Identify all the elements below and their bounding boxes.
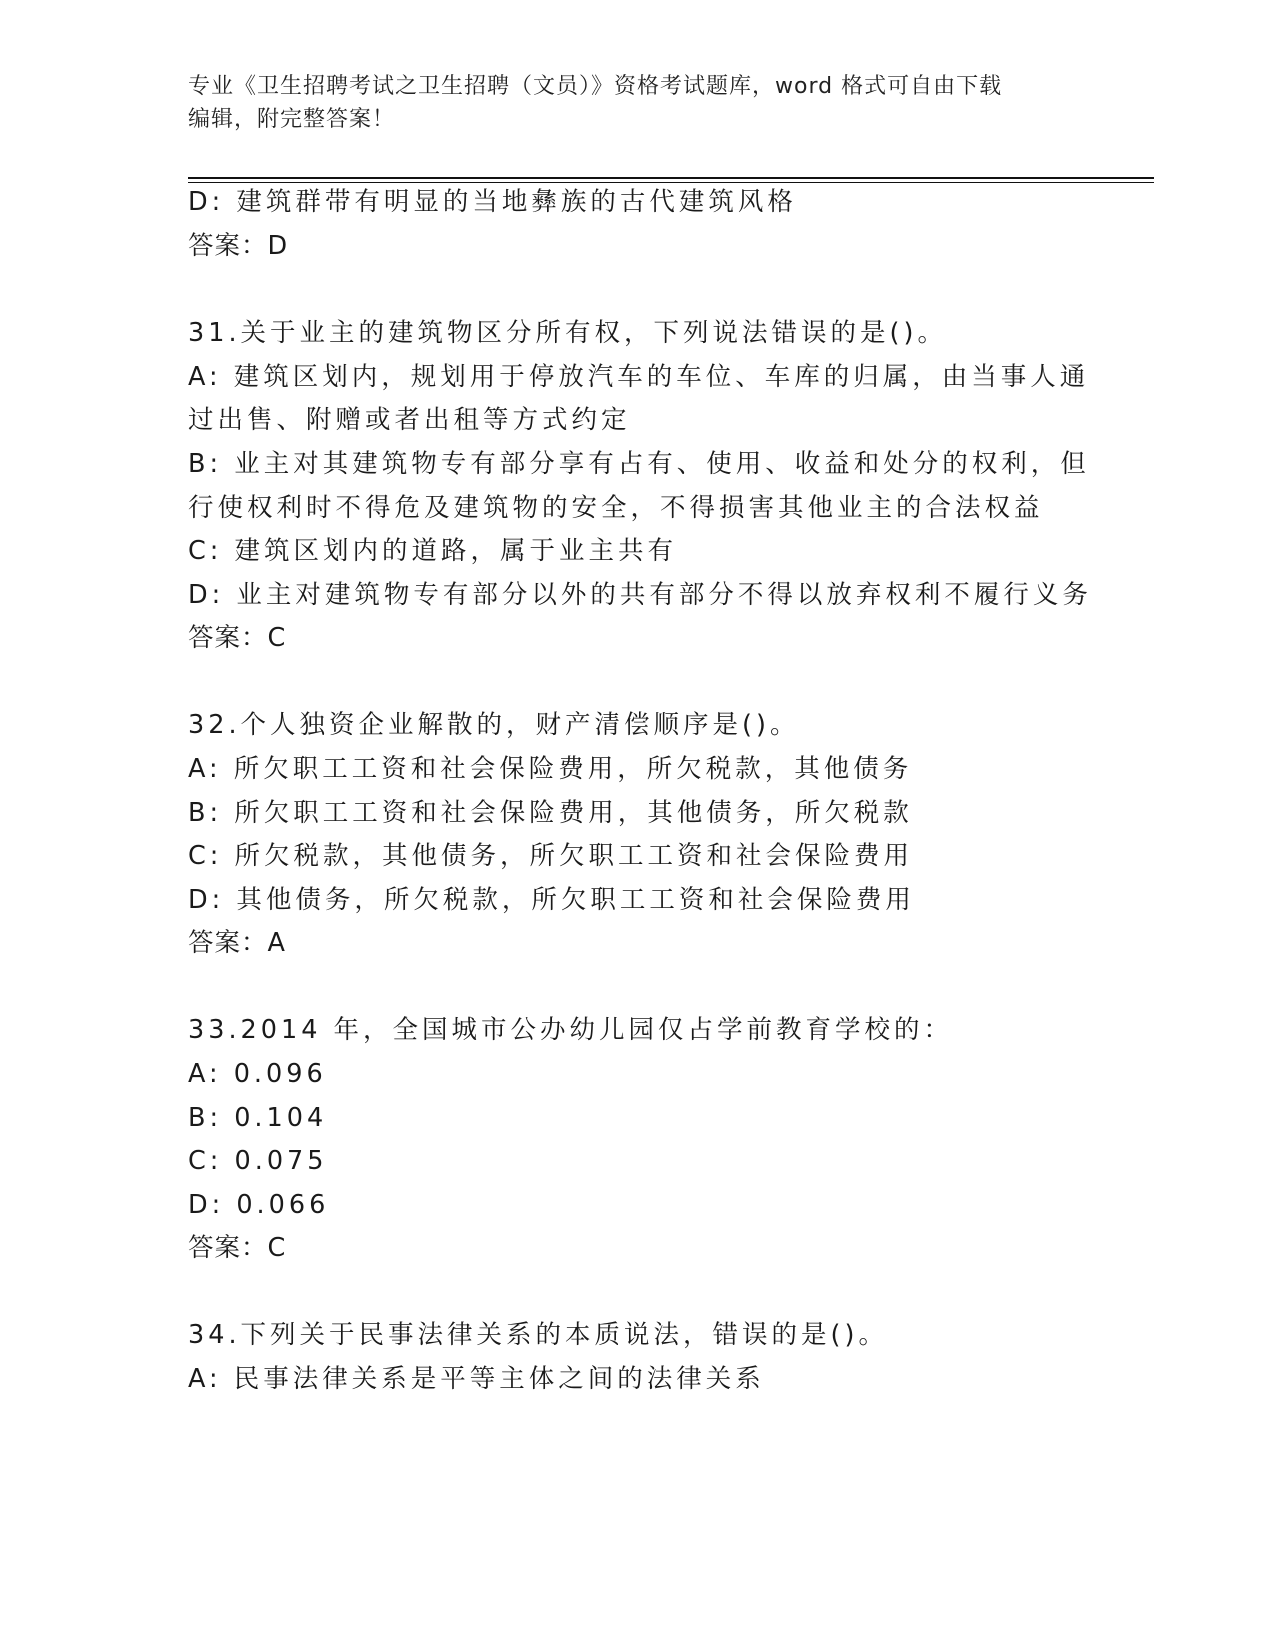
q32-option-d: D: 其他债务，所欠税款，所欠职工工资和社会保险费用 bbox=[188, 885, 915, 915]
header-line-1: 专业《卫生招聘考试之卫生招聘（文员）》资格考试题库，word 格式可自由下载 bbox=[188, 74, 1003, 99]
q31-stem: 31.关于业主的建筑物区分所有权，下列说法错误的是()。 bbox=[188, 318, 947, 348]
q31-option-a-line2: 过出售、附赠或者出租等方式约定 bbox=[188, 405, 631, 435]
q31-answer: 答案：C bbox=[188, 623, 287, 653]
q33-option-a: A: 0.096 bbox=[188, 1059, 327, 1089]
document-header bbox=[188, 70, 1088, 136]
q30-option-d: D: 建筑群带有明显的当地彝族的古代建筑风格 bbox=[188, 187, 797, 217]
q33-stem: 33.2014 年，全国城市公办幼儿园仅占学前教育学校的： bbox=[188, 1015, 954, 1045]
q32-option-c: C: 所欠税款，其他债务，所欠职工工资和社会保险费用 bbox=[188, 841, 914, 871]
header-divider-thick bbox=[188, 177, 1154, 179]
q31-option-b-line1: B: 业主对其建筑物专有部分享有占有、使用、收益和处分的权利，但 bbox=[188, 449, 1090, 479]
q34-stem: 34.下列关于民事法律关系的本质说法，错误的是()。 bbox=[188, 1320, 888, 1350]
q33-option-b: B: 0.104 bbox=[188, 1103, 328, 1133]
q33-option-c: C: 0.075 bbox=[188, 1146, 328, 1176]
q32-answer: 答案：A bbox=[188, 928, 286, 958]
q32-option-b: B: 所欠职工工资和社会保险费用，其他债务，所欠税款 bbox=[188, 798, 913, 828]
q34-option-a: A: 民事法律关系是平等主体之间的法律关系 bbox=[188, 1364, 765, 1394]
q31-option-d: D: 业主对建筑物专有部分以外的共有部分不得以放弃权利不履行义务 bbox=[188, 580, 1092, 610]
header-divider-thin bbox=[188, 182, 1154, 183]
q32-option-a: A: 所欠职工工资和社会保险费用，所欠税款，其他债务 bbox=[188, 754, 913, 784]
q31-option-b-line2: 行使权利时不得危及建筑物的安全，不得损害其他业主的合法权益 bbox=[188, 493, 1044, 523]
q31-option-a-line1: A: 建筑区划内，规划用于停放汽车的车位、车库的归属，由当事人通 bbox=[188, 362, 1090, 392]
header-line-2: 编辑，附完整答案！ bbox=[188, 107, 396, 132]
q33-option-d: D: 0.066 bbox=[188, 1190, 330, 1220]
q31-option-c: C: 建筑区划内的道路，属于业主共有 bbox=[188, 536, 678, 566]
q32-stem: 32.个人独资企业解散的，财产清偿顺序是()。 bbox=[188, 710, 800, 740]
q33-answer: 答案：C bbox=[188, 1233, 287, 1263]
q30-answer: 答案：D bbox=[188, 231, 289, 261]
